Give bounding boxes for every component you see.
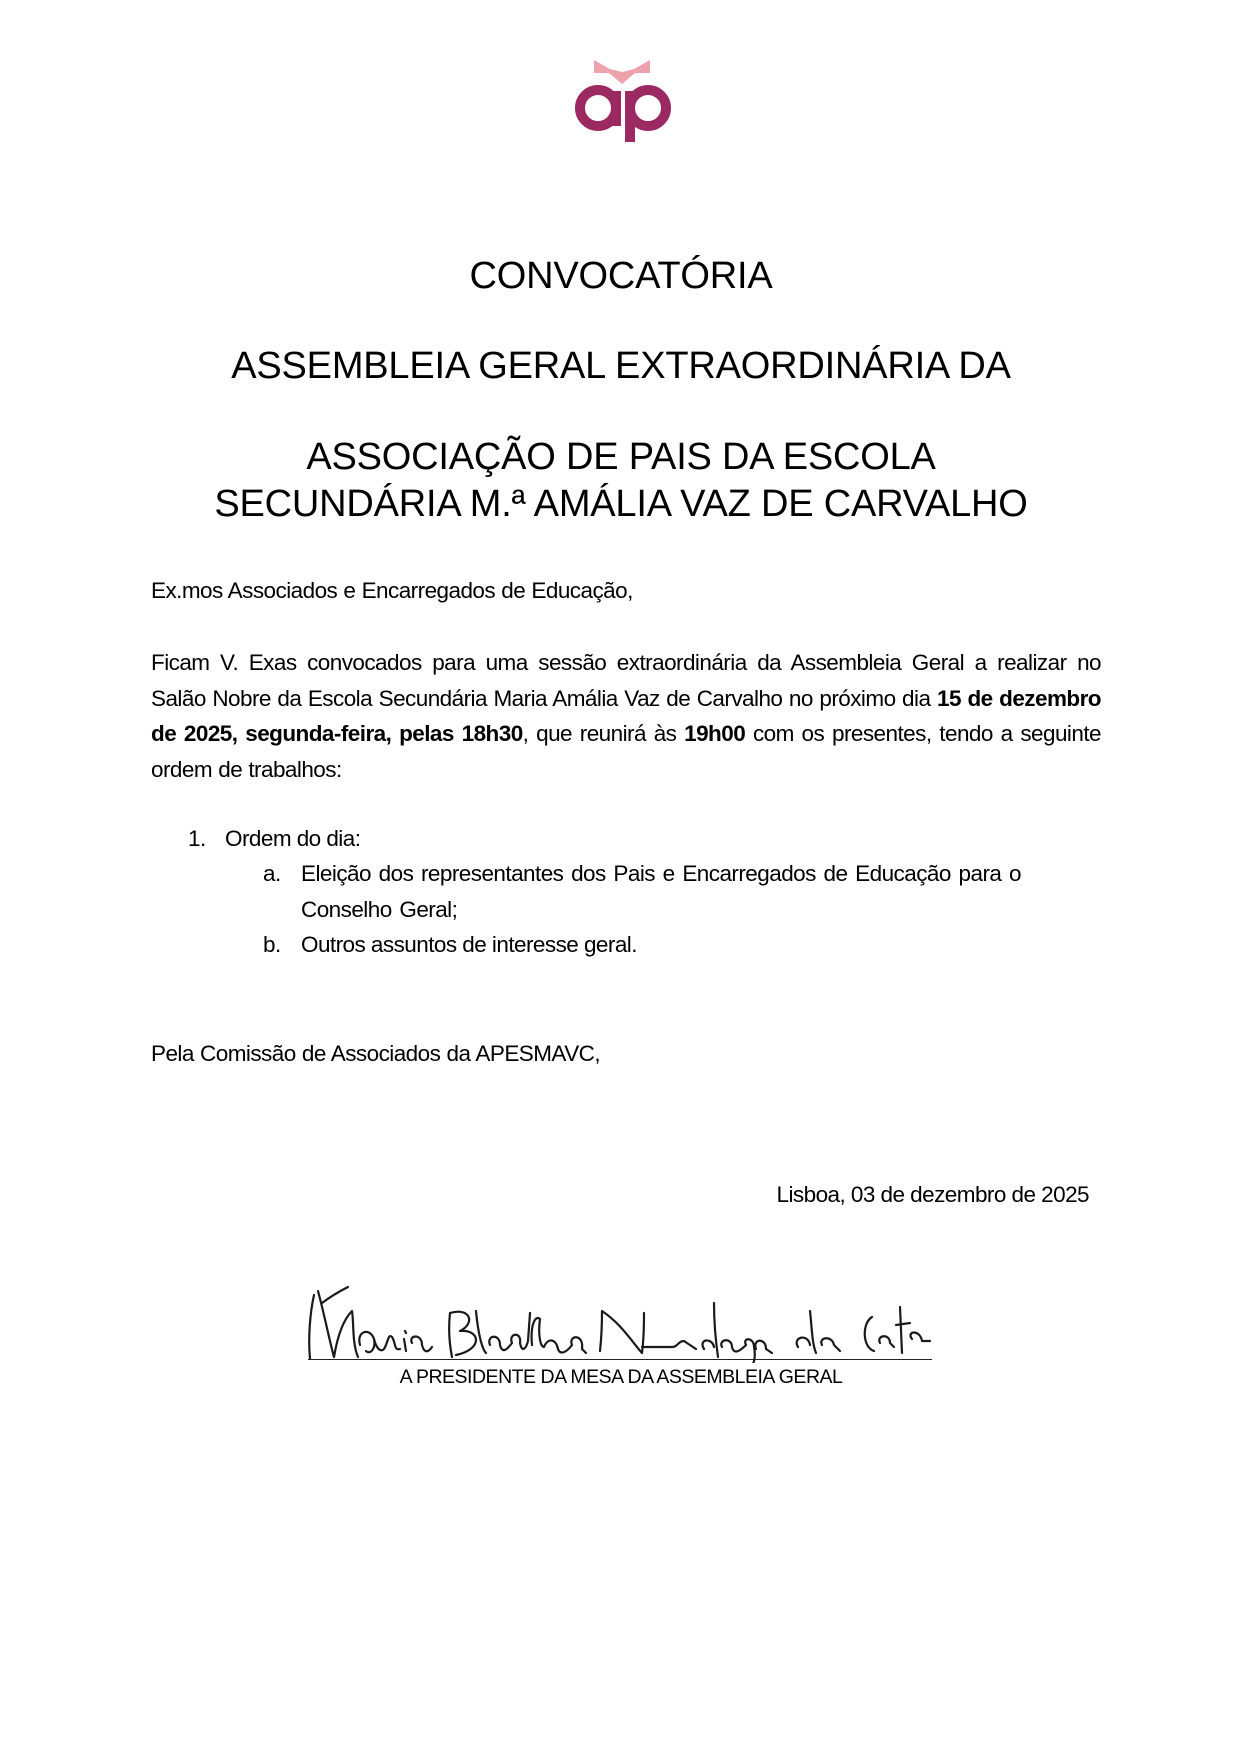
agenda-subitem-marker: b. — [263, 932, 281, 957]
logo-letter-p — [630, 90, 666, 126]
agenda-subitem-text: Outros assuntos de interesse geral. — [301, 932, 637, 957]
document-subtitle-line2: ASSOCIAÇÃO DE PAIS DA ESCOLA — [306, 436, 936, 478]
paragraph-text-1: Ficam V. Exas convocados para uma sessão extraordinária da Assembleia Geral a realizar no Salão Nobre da Escola Secundária Maria Amália Vaz de Carvalho no próximo dia — [151, 650, 1101, 711]
logo-letter-p-stem — [625, 91, 635, 142]
logo-letter-a-stem — [611, 91, 621, 126]
handwritten-signature — [300, 1283, 940, 1363]
document-subtitle-line3: SECUNDÁRIA M.ª AMÁLIA VAZ DE CARVALHO — [214, 483, 1028, 525]
logo-letter-a — [580, 90, 616, 126]
signature-line — [308, 1359, 932, 1360]
agenda-subitem-text: Eleição dos representantes dos Pais e Encarregados de Educação para o Conselho Geral; — [301, 861, 1022, 922]
document-subtitle-line1: ASSEMBLEIA GERAL EXTRAORDINÁRIA DA — [231, 345, 1011, 387]
paragraph-text-3: com os presentes, tendo a seguinte ordem de trabalhos: — [151, 721, 1101, 782]
convocation-paragraph — [151, 645, 1101, 787]
closing-line: Pela Comissão de Associados da APESMAVC, — [151, 1041, 601, 1066]
paragraph-text-2: , que reunirá às — [522, 721, 685, 746]
signatory-role: A PRESIDENTE DA MESA DA ASSEMBLEIA GERAL — [399, 1366, 843, 1388]
book-icon — [594, 60, 650, 84]
agenda-subitem-marker: a. — [263, 861, 281, 886]
greeting: Ex.mos Associados e Encarregados de Educação, — [151, 578, 633, 603]
meeting-start-time: 19h00 — [684, 721, 746, 746]
meeting-date-time: 15 de dezembro de 2025, segunda-feira, pelas 18h30 — [151, 685, 1102, 746]
document-title: CONVOCATÓRIA — [469, 255, 773, 297]
association-logo — [564, 56, 680, 142]
place-and-date: Lisboa, 03 de dezembro de 2025 — [776, 1182, 1089, 1207]
agenda-item-label: Ordem do dia: — [225, 826, 361, 851]
agenda-item-number: 1. — [188, 826, 206, 851]
